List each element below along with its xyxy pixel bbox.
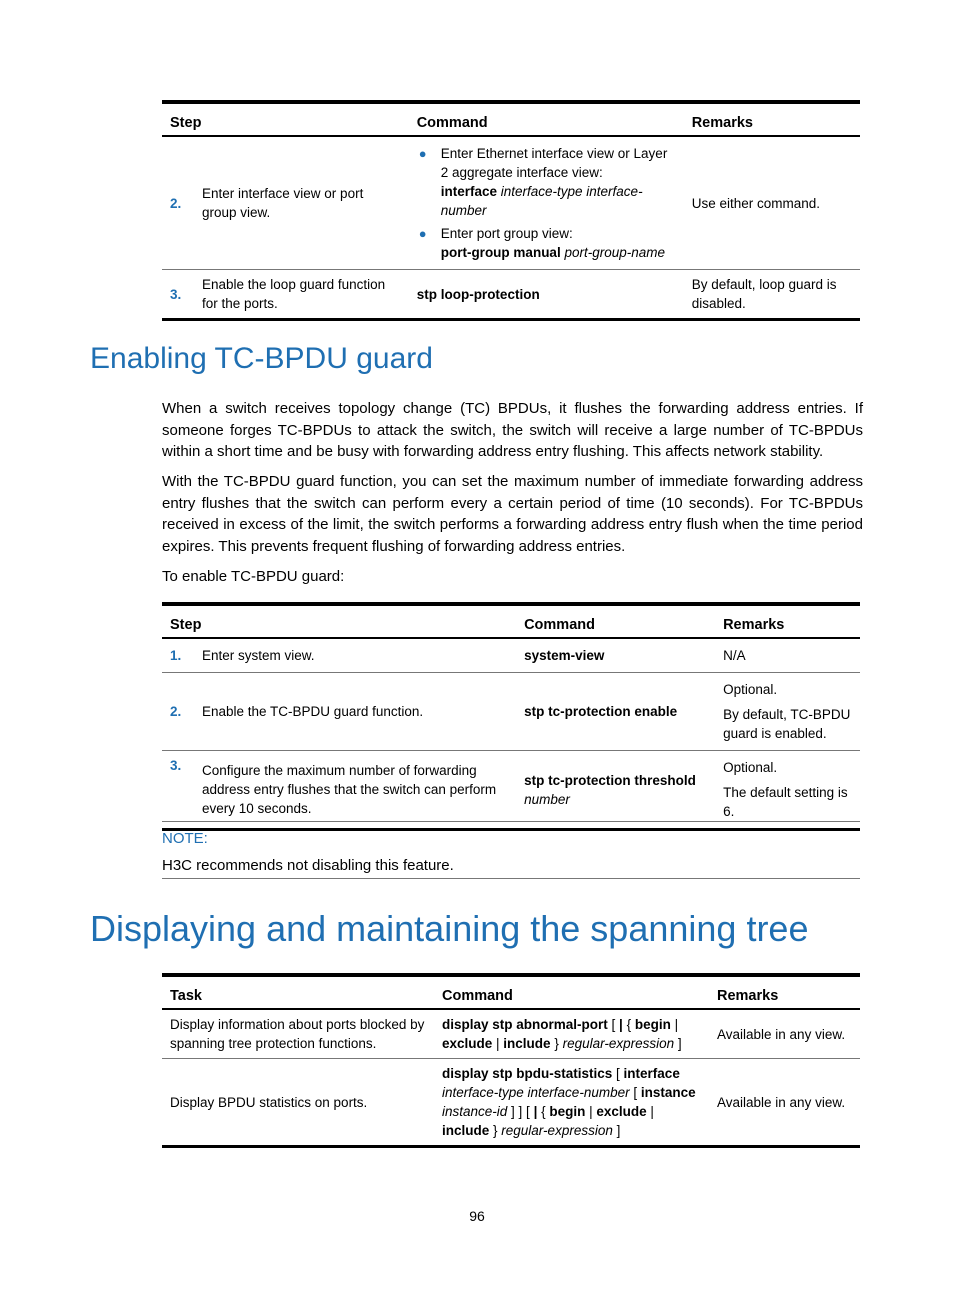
syntax-text: [	[607, 1017, 620, 1032]
syntax-text: |	[670, 1017, 679, 1032]
command-argument: interface-type interface-number	[442, 1085, 630, 1100]
step-number: 2.	[162, 673, 194, 751]
note-box	[162, 821, 860, 879]
col-header-remarks: Remarks	[715, 604, 860, 638]
command-argument: regular-expression	[562, 1036, 675, 1051]
syntax-text: ] ] [	[507, 1104, 534, 1119]
table-row	[162, 673, 860, 751]
syntax-text: {	[622, 1017, 635, 1032]
task-description: Display information about ports blocked by spanning tree protection functions.	[162, 1009, 434, 1059]
command-keyword: |	[533, 1104, 538, 1119]
table-row	[162, 1009, 860, 1059]
remarks-cell	[715, 673, 860, 751]
page-number: 96	[469, 1208, 485, 1224]
command-keyword: exclude	[596, 1104, 647, 1119]
command-argument: interface-type interface-number	[440, 184, 643, 218]
remarks-cell	[715, 751, 860, 830]
syntax-text: |	[492, 1036, 504, 1051]
syntax-text: ]	[612, 1123, 621, 1138]
remarks-cell: Available in any view.	[709, 1059, 860, 1147]
body-paragraph: When a switch receives topology change (TC) BPDUs, it flushes the forwarding address entries. If someone forges TC-BPDUs to attack the switch, the switch will receive a large number of TC-BPDUs within a short time and be busy with forwarding address entry flushing. This affects network stability.	[162, 400, 863, 460]
command-keyword: include	[503, 1036, 551, 1051]
remark-text: By default, TC-BPDU guard is enabled.	[723, 707, 851, 741]
remarks-cell	[715, 638, 860, 673]
step-description: Enable the TC-BPDU guard function.	[194, 673, 516, 751]
step-number: 3.	[162, 270, 194, 320]
syntax-text: }	[489, 1123, 502, 1138]
table-row	[162, 1059, 860, 1147]
bullet-icon: ●	[418, 226, 427, 241]
command-keyword: include	[442, 1123, 490, 1138]
table-row	[162, 270, 860, 320]
syntax-text: [	[629, 1085, 641, 1100]
syntax-text: }	[550, 1036, 563, 1051]
step-description: Enter interface view or port group view.	[194, 136, 409, 270]
table-row	[162, 638, 860, 673]
command-cell	[516, 751, 715, 830]
loop-guard-steps-table	[162, 100, 860, 321]
bullet-icon: ●	[418, 146, 427, 161]
command-argument: instance-id	[442, 1104, 508, 1119]
step-description: Enter system view.	[194, 638, 516, 673]
table-row	[162, 751, 860, 830]
list-item	[417, 224, 676, 262]
syntax-text: |	[646, 1104, 654, 1119]
command-argument: port-group-name	[564, 245, 666, 260]
step-number: 3.	[162, 751, 194, 830]
step-number: 1.	[162, 638, 194, 673]
step-description: Configure the maximum number of forwarding address entry flushes that the switch can perform every 10 seconds.	[194, 751, 516, 830]
command-keyword: exclude	[442, 1036, 493, 1051]
section-title: Enabling TC-BPDU guard	[90, 342, 433, 375]
col-header-step: Step	[162, 604, 516, 638]
col-header-command: Command	[409, 102, 684, 136]
bullet-text: Enter Ethernet interface view or Layer 2 aggregate interface view:	[440, 146, 668, 180]
command-argument: number	[524, 791, 570, 807]
col-header-step: Step	[162, 102, 409, 136]
command-keyword: |	[619, 1017, 623, 1032]
command-cell	[409, 136, 684, 270]
tc-bpdu-guard-steps-table	[162, 602, 860, 831]
note-label: NOTE:	[162, 830, 208, 847]
body-paragraph: To enable TC-BPDU guard:	[162, 568, 345, 585]
col-header-command: Command	[434, 975, 709, 1009]
command-cell	[434, 1009, 709, 1059]
table-row	[162, 136, 860, 270]
command-keyword: display stp bpdu-statistics	[442, 1066, 613, 1081]
remarks-cell: By default, loop guard is disabled.	[684, 270, 860, 320]
section-title: Displaying and maintaining the spanning tree	[90, 908, 809, 949]
command-keyword: system-view	[524, 648, 605, 663]
command-keyword: stp tc-protection threshold	[524, 772, 696, 788]
remark-text: Optional.	[723, 682, 778, 697]
col-header-command: Command	[516, 604, 715, 638]
syntax-text: [	[612, 1066, 624, 1081]
syntax-text: ]	[674, 1036, 682, 1051]
col-header-remarks: Remarks	[684, 102, 860, 136]
display-commands-table	[162, 973, 860, 1148]
task-description: Display BPDU statistics on ports.	[162, 1059, 434, 1147]
remark-text: The default setting is 6.	[723, 785, 848, 819]
command-keyword: begin	[634, 1017, 671, 1032]
list-item	[417, 144, 676, 220]
syntax-text: |	[585, 1104, 597, 1119]
note-text: H3C recommends not disabling this feature.	[162, 857, 454, 874]
command-keyword: port-group manual	[440, 245, 561, 260]
command-keyword: interface	[623, 1066, 680, 1081]
command-cell	[516, 673, 715, 751]
command-keyword: begin	[549, 1104, 586, 1119]
col-header-remarks: Remarks	[709, 975, 860, 1009]
syntax-text: {	[537, 1104, 550, 1119]
command-cell	[516, 638, 715, 673]
command-keyword: stp tc-protection enable	[524, 704, 678, 719]
step-number: 2.	[162, 136, 194, 270]
command-keyword: stp loop-protection	[416, 286, 540, 302]
step-description: Enable the loop guard function for the ports.	[194, 270, 409, 320]
command-cell	[409, 270, 684, 320]
remark-text: N/A	[723, 648, 746, 663]
command-keyword: display stp abnormal-port	[442, 1017, 608, 1032]
command-keyword: interface	[440, 184, 497, 199]
remarks-cell: Available in any view.	[709, 1009, 860, 1059]
command-keyword: instance	[640, 1085, 696, 1100]
bullet-text: Enter port group view:	[440, 226, 573, 241]
command-cell	[434, 1059, 709, 1147]
body-paragraph: With the TC-BPDU guard function, you can set the maximum number of immediate forwarding address entry flushes that the switch can perform every a certain period of time (10 seconds). For TC-BPDUs received in excess of the limit, the switch performs a forwarding address entry flush when the time period expires. This prevents frequent flushing of forwarding address entries.	[162, 473, 863, 555]
command-argument: regular-expression	[501, 1123, 613, 1138]
remarks-cell: Use either command.	[684, 136, 860, 270]
remark-text: Optional.	[723, 760, 778, 775]
col-header-task: Task	[162, 975, 434, 1009]
